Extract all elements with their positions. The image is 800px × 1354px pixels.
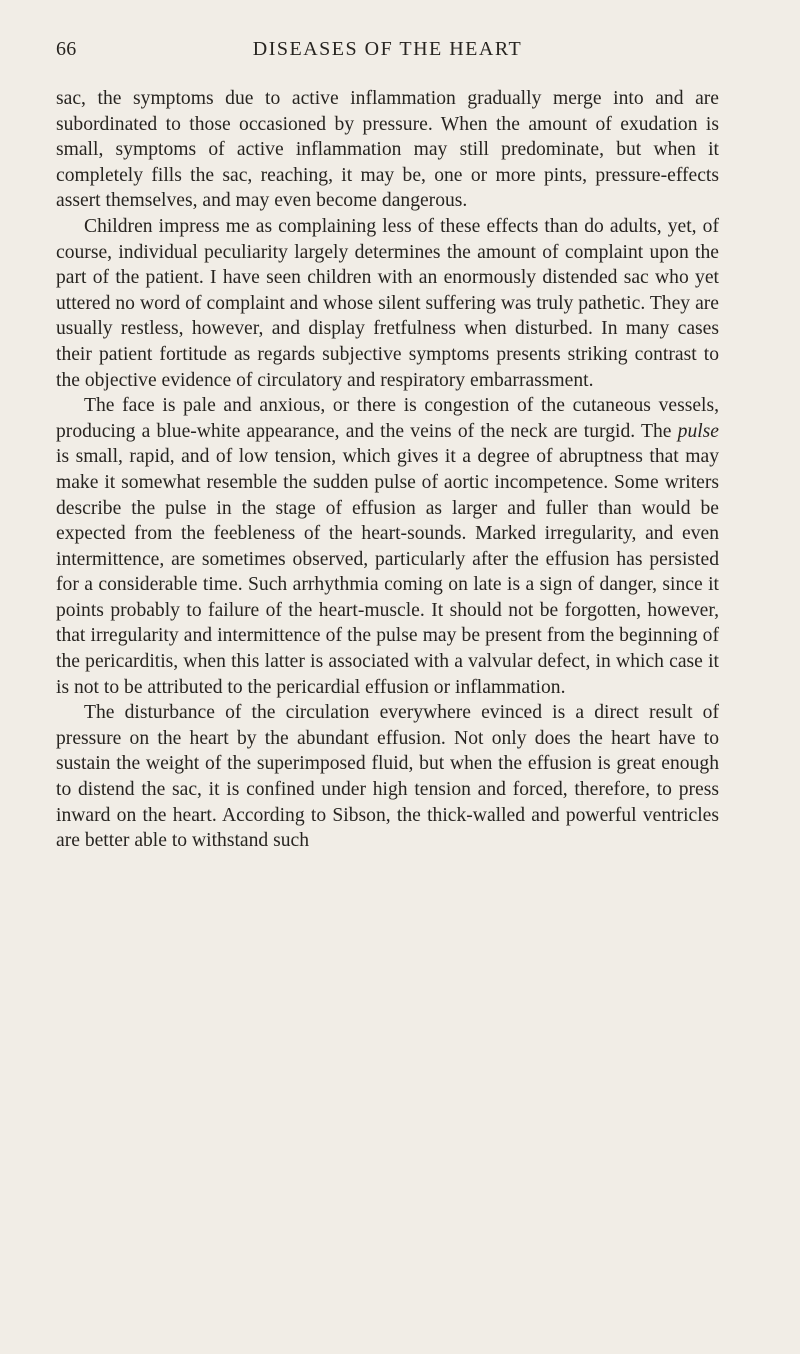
page-header — [56, 38, 719, 70]
paragraph-circulation: The disturbance of the circulation everywhere evinced is a direct result of pressure on the heart by the abundant effusion. Not only does the heart have to sustain the weight of the superimposed fluid, but when the effusion is great enough to distend the sac, it is confined under high tension and forced, therefore, to press inward on the heart. According to Sibson, the thick-walled and powerful ventricles are better able to withstand such — [56, 702, 719, 852]
running-title: DISEASES OF THE HEART — [252, 38, 523, 60]
paragraph-continuation: sac, the symptoms due to active inflammation gradually merge into and are subordinated to those occasioned by pressure. When the amount of exudation is small, symptoms of active inflammation may still predominate, but when it completely fills the sac, reaching, it may be, one or more pints, pressure-effects assert themselves, and may even become dangerous. — [56, 88, 719, 212]
page-number: 66 — [56, 38, 77, 60]
paragraph-pulse-rest: is small, rapid, and of low tension, which gives it a degree of abruptness that may make it somewhat resemble the sudden pulse of aortic incompetence. Some writers describe the pulse in the stage of effusion as larger and fuller than would be expected from the feebleness of the heart-sounds. Marked irregularity, and even intermittence, are sometimes observed, particularly after the effusion has persisted for a considerable time. Such arrhythmia coming on late is a sign of danger, since it points probably to failure of the heart-muscle. It should not be forgotten, however, that irregularity and intermittence of the pulse may be present from the beginning of the pericarditis, when this latter is associated with a valvular defect, in which case it is not to be attributed to the pericardial effusion or inflammation. — [56, 446, 719, 698]
body-text — [56, 86, 719, 854]
paragraph-pulse — [56, 393, 719, 700]
pulse-emphasis: pulse — [677, 420, 719, 442]
paragraph-pulse-lead: The face is pale and anxious, or there is congestion of the cutaneous vessels, producing a blue-white appearance, and the veins of the neck are turgid. The — [56, 395, 719, 442]
paragraph-children: Children impress me as complaining less of these effects than do adults, yet, of course, individual peculiarity largely determines the amount of complaint upon the part of the patient. I have seen children with an enormously distended sac who yet uttered no word of complaint and whose silent suffering was truly pathetic. They are usually restless, however, and display fretfulness when disturbed. In many cases their patient fortitude as regards subjective symptoms presents striking contrast to the objective evidence of circulatory and respiratory embarrassment. — [56, 215, 719, 391]
